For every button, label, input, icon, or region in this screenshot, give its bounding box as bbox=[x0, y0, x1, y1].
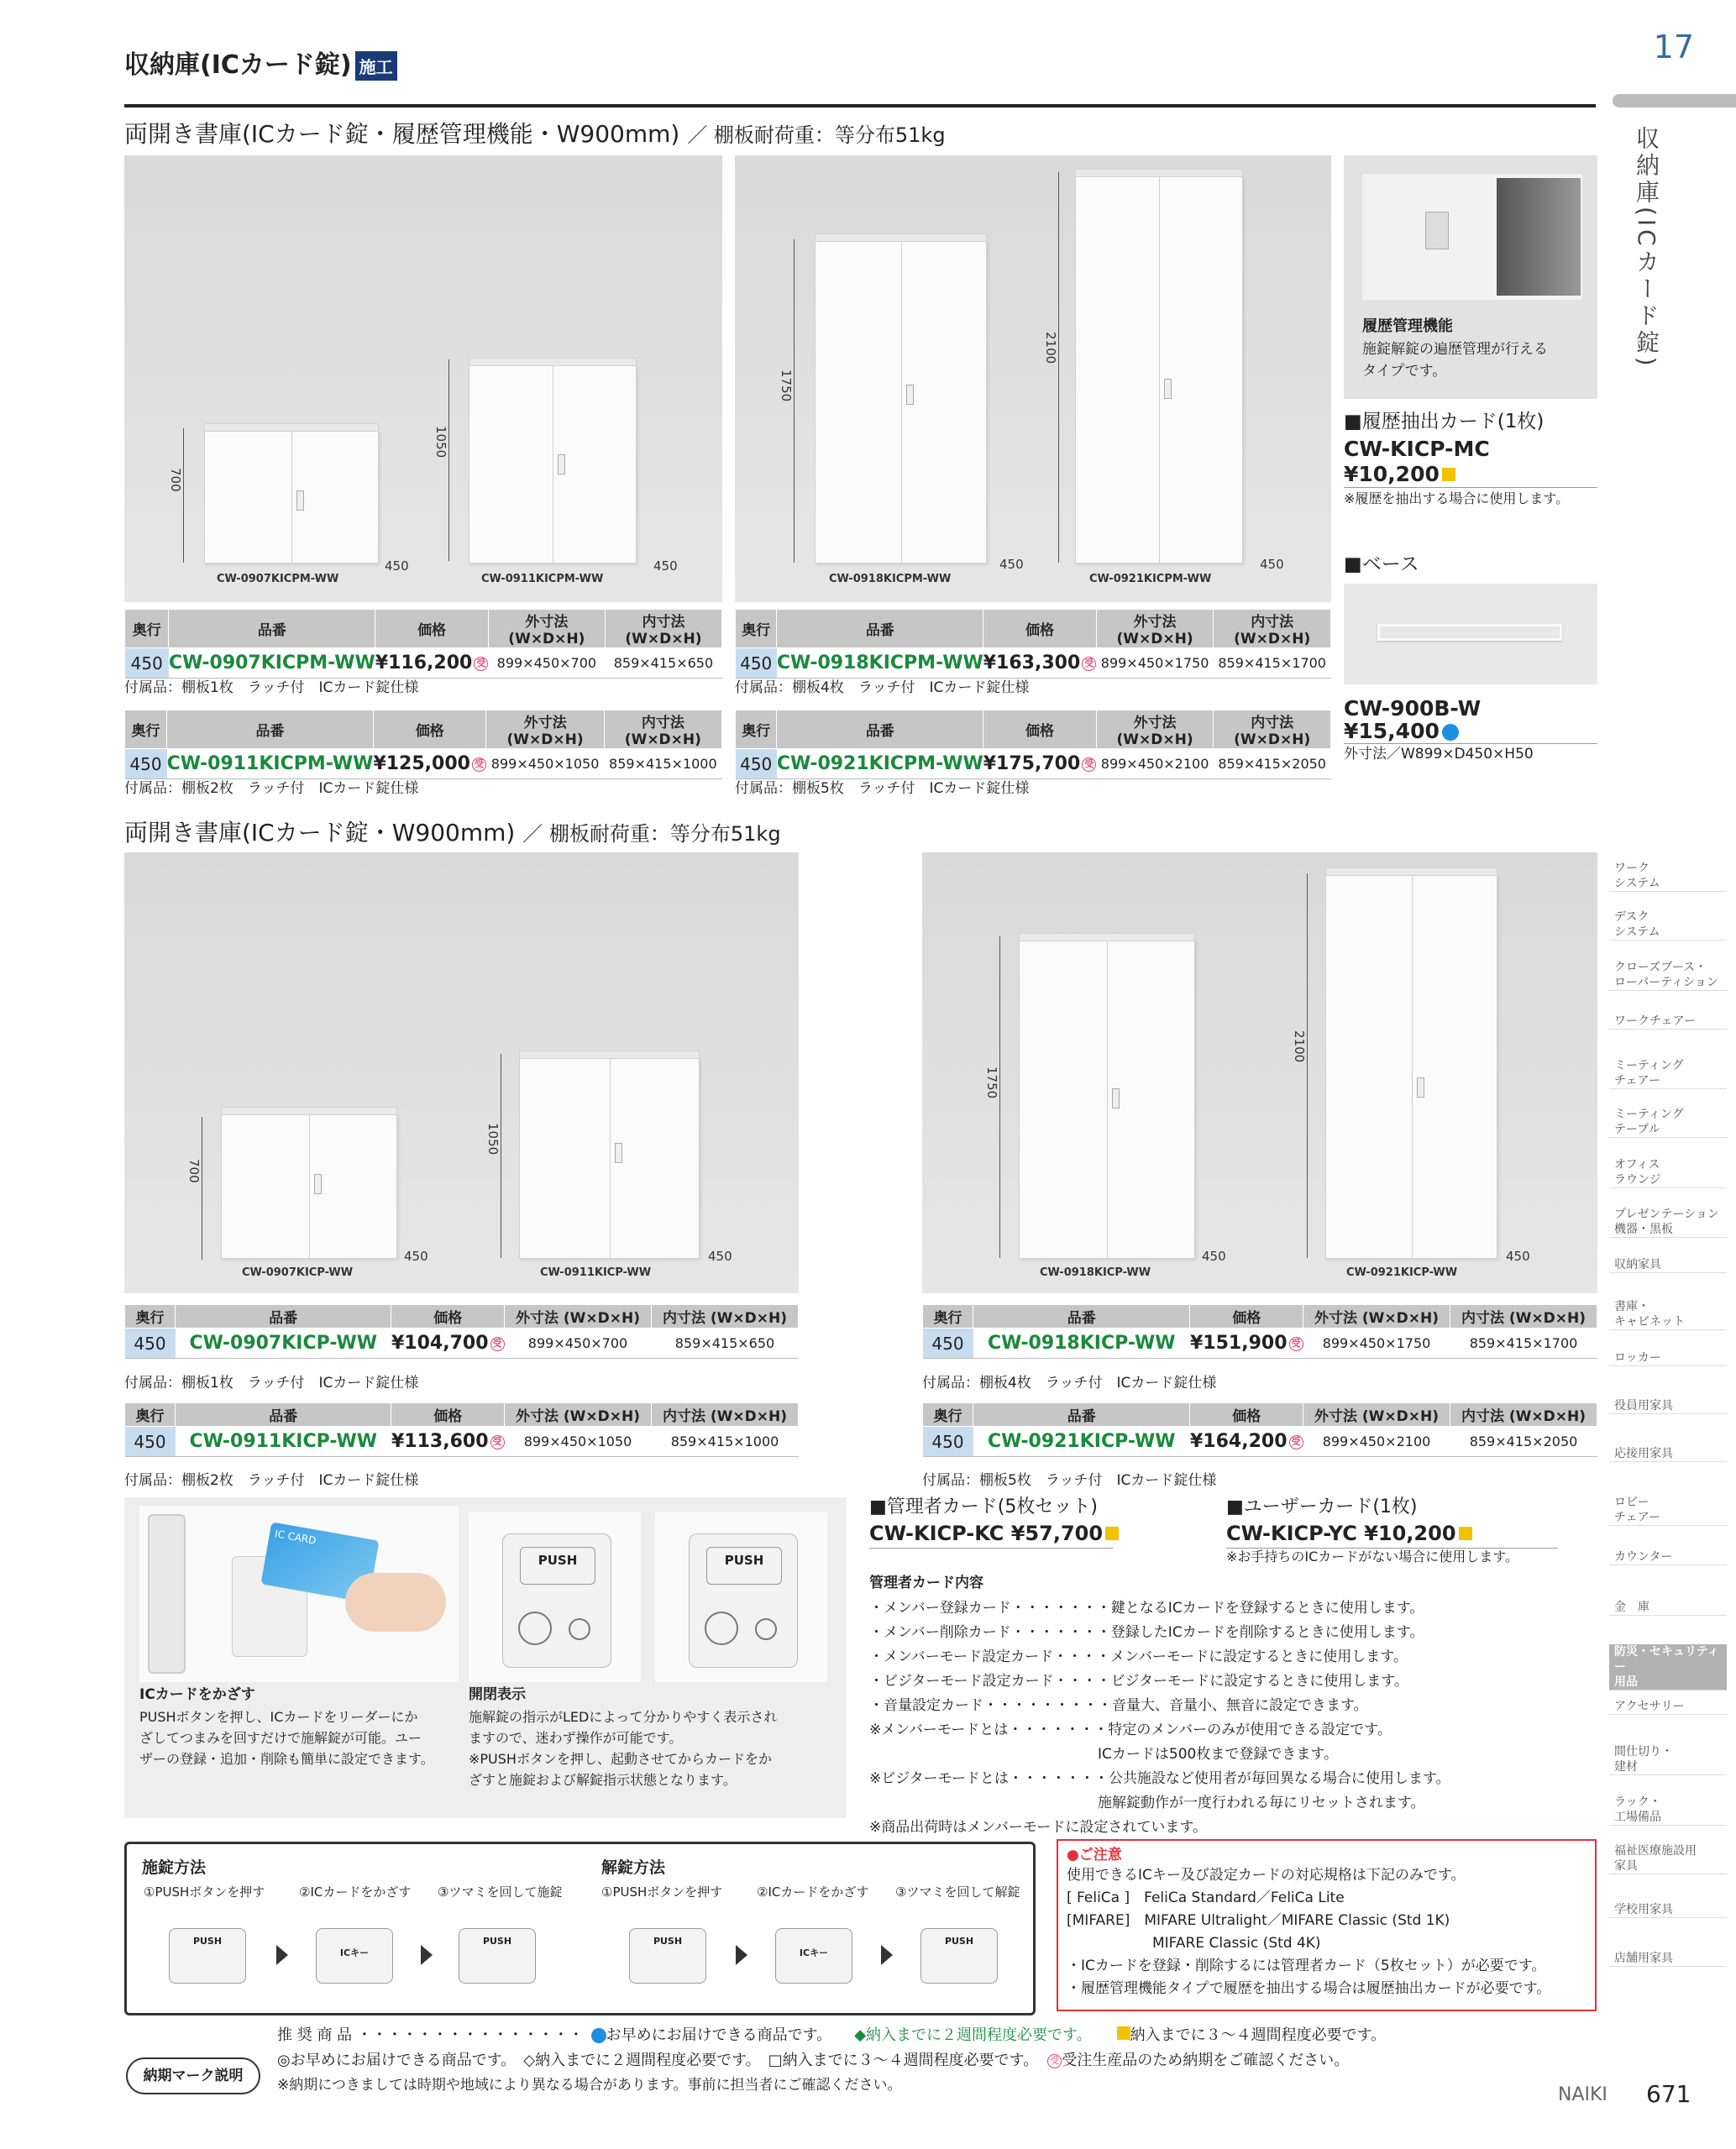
side-nav-item[interactable]: 学校用家具 bbox=[1609, 1902, 1727, 1918]
dim-1750: 1750 bbox=[984, 1067, 999, 1099]
spec-table: 奥行 品番 価格 外寸法 (W×D×H) 内寸法 (W×D×H) 450 CW-0921KICPM-WW ¥175,700 受 899×450×2100 859×415×2050 bbox=[735, 710, 1331, 779]
side-nav-item[interactable]: ラック・ 工場備品 bbox=[1609, 1795, 1727, 1826]
caution-line: MIFARE Classic (Std 4K) bbox=[1067, 1935, 1321, 1952]
history-feature-panel bbox=[1344, 155, 1597, 399]
divider bbox=[869, 1548, 1113, 1549]
model-label: CW-0918KICPM-WW bbox=[829, 573, 952, 585]
table-row: 450 CW-0921KICPM-WW ¥175,700 受 899×450×2100 859×415×2050 bbox=[736, 749, 1331, 779]
lock-title: 施錠方法 bbox=[142, 1858, 207, 1877]
laptop-icon bbox=[1497, 178, 1581, 296]
arrow-right-icon bbox=[421, 1945, 433, 1965]
led-photo-1 bbox=[469, 1512, 641, 1682]
ic-card-icon: IC CARD bbox=[260, 1522, 379, 1602]
chapter-number: 17 bbox=[1653, 29, 1694, 66]
side-nav-item[interactable]: 間仕切り・ 建材 bbox=[1609, 1744, 1727, 1775]
accessories-note: 付属品：棚板1枚 ラッチ付 ICカード錠仕様 bbox=[124, 679, 419, 696]
model-label: CW-0918KICP-WW bbox=[1040, 1266, 1151, 1279]
lock-step2: ②ICカードをかざす bbox=[299, 1884, 412, 1900]
card-yc-heading: ■ユーザーカード(1枚) bbox=[1226, 1496, 1418, 1517]
admin-card-line: ※メンバーモードとは・・・・・・・特定のメンバーのみが使用できる設定です。 bbox=[869, 1722, 1392, 1738]
accessories-note: 付属品：棚板1枚 ラッチ付 ICカード錠仕様 bbox=[124, 1375, 419, 1392]
history-text: タイプです。 bbox=[1362, 363, 1447, 380]
dim-450: 450 bbox=[653, 558, 678, 574]
feature2-text: 施解錠の指示がLEDによって分かりやすく表示され bbox=[469, 1709, 778, 1725]
push-step-icon: PUSH bbox=[169, 1928, 246, 1984]
cabinet-0911 bbox=[469, 365, 637, 563]
dim-450: 450 bbox=[1202, 1249, 1226, 1264]
base-heading: ■ベース bbox=[1344, 553, 1419, 575]
admin-card-line: ICカードは500枚まで登録できます。 bbox=[869, 1746, 1338, 1763]
history-photo bbox=[1362, 174, 1582, 300]
admin-card-line: ※ビジターモードとは・・・・・・・公共施設など使用者が毎回異なる場合に使用します。 bbox=[869, 1770, 1450, 1787]
side-nav-item[interactable]: ロッカー bbox=[1609, 1350, 1727, 1366]
accessories-note: 付属品：棚板5枚 ラッチ付 ICカード錠仕様 bbox=[922, 1472, 1217, 1489]
push-button-icon: PUSH bbox=[520, 1547, 595, 1585]
dim-1750: 1750 bbox=[779, 370, 794, 402]
features-panel bbox=[124, 1497, 847, 1818]
card-mc-code: CW-KICP-MC bbox=[1344, 437, 1490, 461]
yellow-square-mark bbox=[1442, 468, 1455, 481]
table-header-row: 奥行 品番 価格 外寸法 (W×D×H) 内寸法 (W×D×H) bbox=[125, 610, 722, 648]
feature2-text: ざすと施錠および解錠指示状態となります。 bbox=[469, 1772, 737, 1788]
dim-line bbox=[1058, 172, 1059, 563]
accessories-note: 付属品：棚板4枚 ラッチ付 ICカード錠仕様 bbox=[922, 1375, 1217, 1392]
base-dimensions: 外寸法／W899×D450×H50 bbox=[1344, 746, 1534, 763]
base-code: CW-900B-W bbox=[1344, 696, 1482, 721]
table-row: 450 CW-0907KICP-WW ¥104,700 受 899×450×700 859×415×650 bbox=[125, 1329, 799, 1359]
yellow-square-mark bbox=[1105, 1527, 1119, 1540]
divider bbox=[1344, 487, 1597, 488]
keyhole-icon bbox=[755, 1618, 777, 1640]
caution-line: 使用できるICキー及び設定カードの対応規格は下記のみです。 bbox=[1067, 1867, 1466, 1884]
admin-card-title: 管理者カード内容 bbox=[869, 1575, 983, 1591]
unlock-title: 解錠方法 bbox=[601, 1858, 666, 1877]
footer-row2: ◎お早めにお届けできる商品です。 ◇納入までに２週間程度必要です。 □納入までに３～４週間程度必要です。 受 受注生産品のため納期をご確認ください。 bbox=[277, 2052, 1350, 2069]
dim-450: 450 bbox=[708, 1249, 732, 1264]
dim-450: 450 bbox=[999, 557, 1024, 572]
dim-700: 700 bbox=[186, 1159, 202, 1183]
arrow-right-icon bbox=[881, 1945, 893, 1965]
base-frame bbox=[1377, 624, 1562, 641]
side-nav-item[interactable]: 福祉医療施設用 家具 bbox=[1609, 1843, 1727, 1874]
caution-line: [ FeliCa ] FeliCa Standard／FeliCa Lite bbox=[1067, 1890, 1345, 1906]
side-nav-item[interactable]: アクセサリー bbox=[1609, 1699, 1727, 1715]
table-row: 450 CW-0918KICP-WW ¥151,900 受 899×450×1750 859×415×1700 bbox=[923, 1329, 1597, 1359]
page-number: 671 bbox=[1646, 2080, 1691, 2108]
footer-row1: 推 奨 商 品 ・・・・・・・・・・・・・・・ お早めにお届けできる商品です。 ◆納入までに２週間程度必要です。 納入までに３～４週間程度必要です。 bbox=[277, 2026, 1387, 2044]
product-photo-1 bbox=[124, 155, 722, 602]
side-nav-item[interactable]: 金 庫 bbox=[1609, 1600, 1727, 1616]
base-photo bbox=[1344, 584, 1597, 684]
cabinet-0907 bbox=[221, 1114, 397, 1259]
section1-title: 両開き書庫(ICカード錠・履歴管理機能・W900mm) ／ 棚板耐荷重：等分布51kg bbox=[124, 120, 946, 148]
card-kc-heading: ■管理者カード(5枚セット) bbox=[869, 1496, 1098, 1517]
dim-1050: 1050 bbox=[433, 426, 448, 459]
unlock-step3: ③ツマミを回して解錠 bbox=[895, 1884, 1020, 1900]
dim-450: 450 bbox=[385, 558, 409, 574]
product-photo-3 bbox=[124, 852, 799, 1293]
side-nav-item[interactable]: 店舗用家具 bbox=[1609, 1951, 1727, 1967]
dim-line bbox=[1307, 873, 1308, 1258]
led-photo-2 bbox=[655, 1512, 827, 1682]
knob-icon bbox=[705, 1612, 738, 1645]
admin-card-line: ・ビジターモード設定カード・・・・ビジターモードに設定するときに使用します。 bbox=[869, 1673, 1408, 1690]
side-tab bbox=[1613, 94, 1736, 107]
dim-line bbox=[183, 428, 184, 563]
side-nav-item[interactable]: ミーティング チェアー bbox=[1609, 1058, 1727, 1089]
model-label: CW-0911KICPM-WW bbox=[481, 573, 604, 585]
card-yc-note: ※お手持ちのICカードがない場合に使用します。 bbox=[1226, 1549, 1519, 1565]
table-row: 450 CW-0921KICP-WW ¥164,200 受 899×450×2100 859×415×2050 bbox=[923, 1427, 1597, 1457]
lock-step3: ③ツマミを回して施錠 bbox=[438, 1884, 563, 1900]
side-nav-item[interactable]: 書庫・ キャビネット bbox=[1609, 1299, 1727, 1330]
side-nav-item[interactable]: カウンター bbox=[1609, 1549, 1727, 1565]
spec-table bbox=[124, 609, 722, 679]
side-nav-item[interactable]: ワークチェアー bbox=[1609, 1014, 1727, 1030]
cabinet-0918 bbox=[815, 241, 987, 563]
card-step-icon: ICキー bbox=[316, 1928, 393, 1984]
unlock-step1: ①PUSHボタンを押す bbox=[601, 1884, 723, 1900]
admin-card-line: ・音量設定カード・・・・・・・・・音量大、音量小、無音に設定できます。 bbox=[869, 1697, 1368, 1714]
reader-icon bbox=[689, 1533, 798, 1668]
card-kc-codeprice: CW-KICP-KC ¥57,700 bbox=[869, 1518, 1119, 1549]
dim-700: 700 bbox=[168, 468, 183, 492]
card-yc-codeprice: CW-KICP-YC ¥10,200 bbox=[1226, 1518, 1472, 1549]
feature1-text: ざしてつまみを回すだけで施解錠が可能。ユー bbox=[139, 1730, 422, 1746]
side-nav-item[interactable]: ワーク システム bbox=[1609, 861, 1727, 892]
card-mc-price: ¥10,200 bbox=[1344, 459, 1455, 491]
side-nav-item[interactable]: ミーティング テーブル bbox=[1609, 1107, 1727, 1138]
model-label: CW-0911KICP-WW bbox=[540, 1266, 652, 1279]
dim-line bbox=[448, 359, 449, 561]
push-button-icon: PUSH bbox=[706, 1547, 782, 1585]
cabinet-0921 bbox=[1325, 875, 1497, 1259]
side-nav-item[interactable]: 防災・セキュリティー 用品 bbox=[1609, 1644, 1727, 1690]
spec-table: 奥行 品番 価格 外寸法 (W×D×H) 内寸法 (W×D×H) 450 CW-0907KICP-WW ¥104,700 受 899×450×700 859×415×650 bbox=[124, 1304, 799, 1359]
lock-step1: ①PUSHボタンを押す bbox=[144, 1884, 265, 1900]
feature2-text: ※PUSHボタンを押し、起動させてからカードをか bbox=[469, 1751, 772, 1767]
reader-icon bbox=[1425, 212, 1449, 249]
dim-450: 450 bbox=[404, 1249, 428, 1264]
arrow-right-icon bbox=[736, 1945, 747, 1965]
model-label: CW-0921KICP-WW bbox=[1346, 1266, 1458, 1279]
keyhole-icon bbox=[569, 1618, 590, 1640]
feature1-text: ザーの登録・追加・削除も簡単に設定できます。 bbox=[139, 1751, 434, 1767]
cabinet-0911 bbox=[519, 1058, 700, 1259]
delivery-mark-label: 納期マーク説明 bbox=[126, 2057, 260, 2094]
spec-table: 奥行 品番 価格 外寸法 (W×D×H) 内寸法 (W×D×H) 450 CW-0911KICP-WW ¥113,600 受 899×450×1050 859×415×1000 bbox=[124, 1402, 799, 1457]
side-nav-item[interactable]: ロビー チェアー bbox=[1609, 1495, 1727, 1526]
spec-table: 奥行 品番 価格 外寸法 (W×D×H) 内寸法 (W×D×H) 450 CW-0911KICPM-WW ¥125,000 受 899×450×1050 859×415×1000 bbox=[124, 710, 722, 779]
product-photo-4 bbox=[922, 852, 1597, 1293]
admin-card-line: ・メンバーモード設定カード・・・・メンバーモードに設定するときに使用します。 bbox=[869, 1648, 1408, 1665]
header-rule bbox=[124, 104, 1596, 107]
admin-card-line: ・メンバー登録カード・・・・・・・鍵となるICカードを登録するときに使用します。 bbox=[869, 1600, 1424, 1617]
admin-card-line: 施解錠動作が一度行われる毎にリセットされます。 bbox=[869, 1795, 1425, 1811]
turn-step-icon: PUSH bbox=[920, 1928, 998, 1984]
table-row: 450 CW-0918KICPM-WW ¥163,300 受 899×450×1750 859×415×1700 bbox=[736, 648, 1331, 679]
construction-badge: 施工 bbox=[355, 51, 397, 81]
ic-card-photo bbox=[139, 1506, 459, 1682]
caution-box bbox=[1057, 1839, 1597, 2011]
yellow-square-mark bbox=[1459, 1527, 1472, 1540]
dim-1050: 1050 bbox=[485, 1123, 501, 1156]
admin-card-line: ・メンバー削除カード・・・・・・・登録したICカードを削除するときに使用します。 bbox=[869, 1624, 1424, 1641]
table-row: 450 CW-0911KICPM-WW ¥125,000 受 899×450×1050 859×415×1000 bbox=[125, 749, 722, 779]
section2-title: 両開き書庫(ICカード錠・W900mm) ／ 棚板耐荷重：等分布51kg bbox=[124, 819, 781, 846]
dim-2100: 2100 bbox=[1043, 332, 1058, 364]
caution-line: ・ICカードを登録・削除するには管理者カード（5枚セット）が必要です。 bbox=[1067, 1958, 1546, 1974]
turn-step-icon: PUSH bbox=[459, 1928, 536, 1984]
side-nav-item[interactable]: プレゼンテーション 機器・黒板 bbox=[1609, 1207, 1727, 1238]
table-row: 450 CW-0907KICPM-WW ¥116,200 受 899×450×700 859×415×650 bbox=[125, 648, 722, 679]
card-mc-heading: ■履歴抽出カード(1枚) bbox=[1344, 411, 1545, 432]
spec-table: 奥行 品番 価格 外寸法 (W×D×H) 内寸法 (W×D×H) 450 CW-0918KICP-WW ¥151,900 受 899×450×1750 859×415×1700 bbox=[922, 1304, 1597, 1359]
accessories-note: 付属品：棚板4枚 ラッチ付 ICカード錠仕様 bbox=[735, 679, 1030, 696]
table-row: 450 CW-0911KICP-WW ¥113,600 受 899×450×1050 859×415×1000 bbox=[125, 1427, 799, 1457]
side-nav-item[interactable]: クローズブース・ ローパーティション bbox=[1609, 960, 1727, 991]
model-label: CW-0921KICPM-WW bbox=[1089, 573, 1212, 585]
feature1-title: ICカードをかざす bbox=[139, 1686, 255, 1703]
unlock-step2: ②ICカードをかざす bbox=[757, 1884, 869, 1900]
caution-line: [MIFARE] MIFARE Ultralight／MIFARE Classic (Std 1K) bbox=[1067, 1912, 1450, 1929]
card-mc-note: ※履歴を抽出する場合に使用します。 bbox=[1344, 490, 1570, 506]
accessories-note: 付属品：棚板2枚 ラッチ付 ICカード錠仕様 bbox=[124, 780, 419, 797]
dim-line bbox=[794, 239, 795, 563]
cabinet-0907 bbox=[204, 431, 379, 563]
accessories-note: 付属品：棚板2枚 ラッチ付 ICカード錠仕様 bbox=[124, 1472, 419, 1489]
lock-method-box bbox=[124, 1842, 1036, 2015]
knob-icon bbox=[518, 1612, 552, 1645]
hand-icon bbox=[345, 1573, 446, 1632]
base-price: ¥15,400 bbox=[1344, 715, 1459, 748]
accessories-note: 付属品：棚板5枚 ラッチ付 ICカード錠仕様 bbox=[735, 780, 1030, 797]
footer-row3: ※納期につきましては時期や地域により異なる場合があります。事前に担当者にご確認ください。 bbox=[277, 2077, 902, 2094]
caution-line: ・履歴管理機能タイプで履歴を抽出する場合は履歴抽出カードが必要です。 bbox=[1067, 1980, 1551, 1997]
dim-2100: 2100 bbox=[1292, 1030, 1307, 1063]
cabinet-0921 bbox=[1075, 176, 1243, 563]
arrow-right-icon bbox=[276, 1945, 288, 1965]
cabinet-0918 bbox=[1019, 941, 1195, 1259]
push-step-icon: PUSH bbox=[629, 1928, 706, 1984]
handle-icon bbox=[148, 1514, 186, 1674]
brand-name: NAIKI bbox=[1558, 2084, 1608, 2105]
page-title: 収納庫(ICカード錠) 施工 bbox=[124, 44, 397, 81]
card-step-icon: ICキー bbox=[775, 1928, 852, 1984]
caution-title: ●ご注意 bbox=[1067, 1847, 1122, 1863]
feature2-title: 開閉表示 bbox=[469, 1686, 526, 1703]
dim-450: 450 bbox=[1260, 557, 1284, 572]
spec-table: 奥行 品番 価格 外寸法 (W×D×H) 内寸法 (W×D×H) 450 CW-0918KICPM-WW ¥163,300 受 899×450×1750 859×415×1700 bbox=[735, 609, 1331, 679]
side-nav-item[interactable]: 役員用家具 bbox=[1609, 1398, 1727, 1414]
made-to-order-mark: 受 bbox=[474, 657, 488, 671]
spec-table: 奥行 品番 価格 外寸法 (W×D×H) 内寸法 (W×D×H) 450 CW-0921KICP-WW ¥164,200 受 899×450×2100 859×415×2050 bbox=[922, 1402, 1597, 1457]
reader-icon bbox=[502, 1533, 611, 1668]
blue-circle-mark bbox=[1442, 724, 1459, 741]
dim-450: 450 bbox=[1506, 1249, 1530, 1264]
side-nav-item[interactable]: 応接用家具 bbox=[1609, 1446, 1727, 1462]
dim-line bbox=[999, 936, 1000, 1258]
model-label: CW-0907KICP-WW bbox=[242, 1266, 354, 1279]
side-nav-item[interactable]: デスク システム bbox=[1609, 909, 1727, 941]
history-title: 履歴管理機能 bbox=[1362, 317, 1453, 335]
admin-card-line: ※商品出荷時はメンバーモードに設定されています。 bbox=[869, 1819, 1208, 1836]
side-vertical-title: 収納庫(ICカード錠) bbox=[1633, 126, 1660, 370]
history-text: 施錠解錠の遍歴管理が行える bbox=[1362, 341, 1548, 358]
product-photo-2 bbox=[735, 155, 1331, 602]
side-nav-item[interactable]: オフィス ラウンジ bbox=[1609, 1157, 1727, 1188]
feature1-text: PUSHボタンを押し、ICカードをリーダーにか bbox=[139, 1709, 418, 1725]
side-nav-item[interactable]: 収納家具 bbox=[1609, 1257, 1727, 1273]
model-label: CW-0907KICPM-WW bbox=[217, 573, 339, 585]
feature2-text: ますので、迷わず操作が可能です。 bbox=[469, 1730, 683, 1746]
